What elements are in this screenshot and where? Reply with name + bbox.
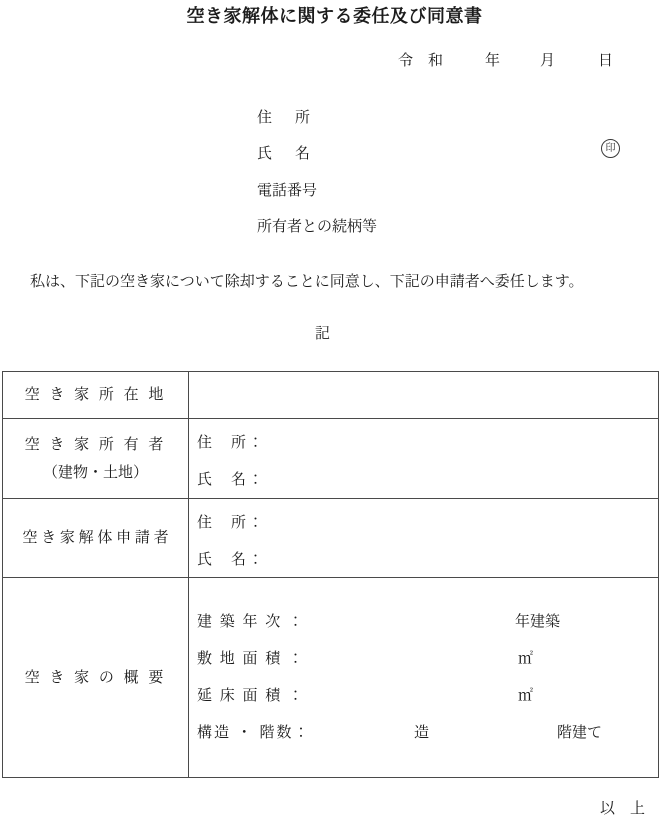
floor-area-label: 延 床 面 積 ： [197,688,306,704]
date-month-label: 月 [540,53,556,69]
overview-structure-line [197,715,658,752]
structure-suffix: 造 [414,725,430,741]
signer-phone-label: 電話番号 [257,183,318,199]
date-day-label: 日 [598,53,614,69]
date-year-label: 年 [485,53,501,69]
signer-name-label: 氏 名 [257,146,315,162]
row-owner-header-main: 空 き 家 所 有 者 [24,436,167,453]
vacant-house-form-table [2,371,659,778]
document-title: 空き家解体に関する委任及び同意書 [186,6,483,26]
row-overview-fields [189,578,658,777]
seal-stamp-icon: 印 [601,139,620,158]
structure-label: 構造 ・ 階数： [197,725,311,741]
floors-suffix: 階建て [557,725,603,741]
applicant-name-label: 氏 名： [197,552,266,568]
owner-name-label: 氏 名： [197,472,266,488]
row-owner-fields [189,419,658,499]
applicant-address-label: 住 所： [197,515,266,531]
row-owner-header [3,419,189,499]
signer-address-label: 住 所 [257,110,315,126]
date-line [0,49,669,69]
overview-build-year-line [197,604,658,641]
row-applicant-header: 空 き 家 解 体 申 請 者 [3,499,189,578]
site-area-label: 敷 地 面 積 ： [197,651,306,667]
build-year-label: 建 築 年 次 ： [197,614,306,630]
row-overview-header: 空 き 家 の 概 要 [3,578,189,777]
floor-area-unit: ㎡ [518,688,534,704]
row-location-value [189,372,658,419]
overview-site-area-line [197,641,658,678]
build-year-suffix: 年建築 [515,614,561,630]
row-applicant-fields [189,499,658,578]
row-owner-header-sub: （建物・土地） [42,464,148,481]
site-area-unit: ㎡ [518,651,534,667]
closing-marker: 以 上 [600,801,646,817]
row-location-header: 空 き 家 所 在 地 [3,372,189,419]
date-era-label: 令 和 [398,53,444,69]
consent-sentence: 私は、下記の空き家について除却することに同意し、下記の申請者へ委任します。 [30,274,584,290]
owner-address-label: 住 所： [197,435,266,451]
overview-floor-area-line [197,678,658,715]
signer-relation-label: 所有者との続柄等 [257,219,378,235]
record-marker: 記 [314,326,330,342]
